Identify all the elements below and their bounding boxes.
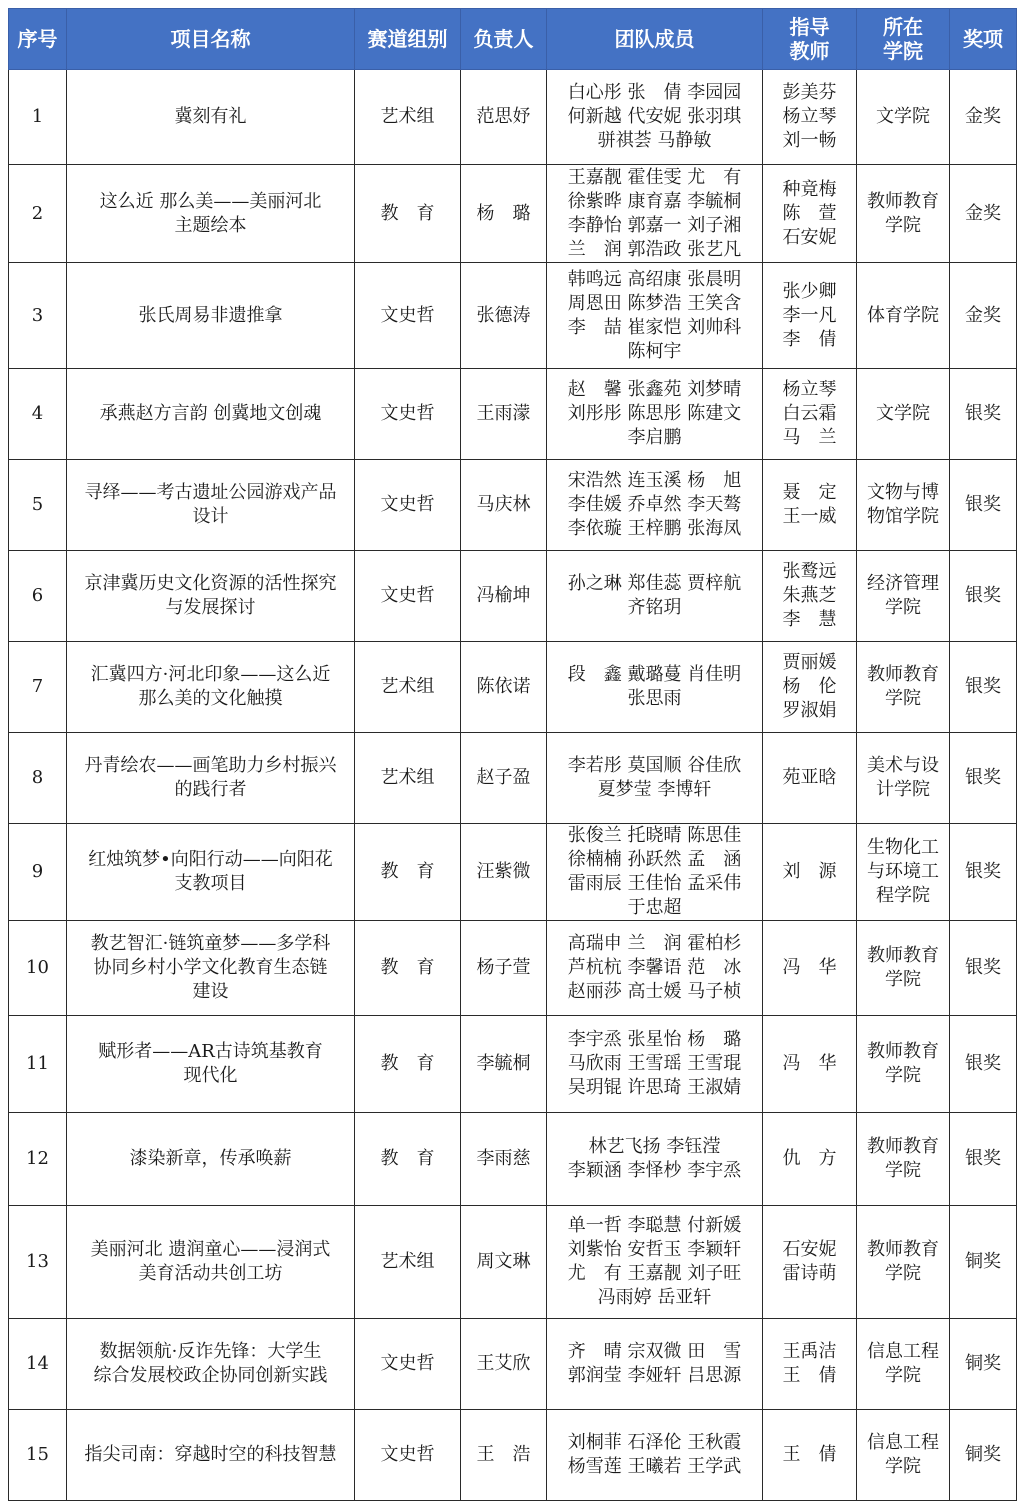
award: 银奖 [950, 1016, 1017, 1113]
advisor-teacher-line: 王禹洁 [782, 1341, 837, 1362]
row-number: 4 [9, 369, 67, 460]
award: 银奖 [950, 733, 1017, 824]
team-members-line: 张思雨 [627, 688, 682, 709]
project-name [67, 824, 355, 921]
team-members-line: 郭润莹 李娅轩 吕思源 [567, 1365, 742, 1386]
table-row [9, 1206, 1017, 1319]
table-row [9, 369, 1017, 460]
college-line: 文学院 [876, 106, 930, 127]
college-line: 与环境工 [867, 861, 939, 882]
team-leader: 王雨濛 [461, 369, 547, 460]
team-members [547, 733, 763, 824]
team-members-line: 齐 晴 宗双微 田 雪 [567, 1341, 742, 1362]
advisor-teacher-line: 罗淑娟 [782, 700, 837, 721]
row-number: 12 [9, 1113, 67, 1206]
project-name [67, 70, 355, 165]
header-college-line: 所在 [883, 15, 923, 39]
award: 银奖 [950, 921, 1017, 1016]
team-members-line: 尤 有 王嘉靓 刘子旺 [567, 1263, 742, 1284]
college-line: 教师教育 [867, 1041, 939, 1062]
advisor-teacher-line: 马 兰 [782, 427, 837, 448]
row-number: 8 [9, 733, 67, 824]
header-award: 奖项 [950, 9, 1017, 70]
team-members [547, 369, 763, 460]
project-name [67, 1410, 355, 1501]
college [857, 70, 950, 165]
college-line: 物馆学院 [867, 506, 939, 527]
advisor-teacher [763, 733, 857, 824]
team-members-line: 李启鹏 [627, 427, 682, 448]
project-name [67, 369, 355, 460]
header-members: 团队成员 [547, 9, 763, 70]
row-number: 11 [9, 1016, 67, 1113]
award: 铜奖 [950, 1410, 1017, 1501]
track-group: 教 育 [355, 824, 461, 921]
table-header [9, 9, 1017, 70]
team-members-line: 马欣雨 王雪瑶 王雪琨 [567, 1053, 742, 1074]
header-row [9, 9, 1017, 70]
track-group: 文史哲 [355, 369, 461, 460]
college-line: 文物与博 [867, 482, 939, 503]
team-members-line: 吴玥锟 许思琦 王淑婧 [567, 1077, 742, 1098]
team-leader: 陈依诺 [461, 642, 547, 733]
college-line: 教师教育 [867, 190, 939, 212]
project-name-line: 设计 [192, 506, 229, 527]
team-members-line: 杨雪莲 王曦若 王学武 [567, 1456, 742, 1477]
team-members [547, 1410, 763, 1501]
team-members-line: 刘彤彤 陈思彤 陈建文 [567, 403, 742, 424]
project-name-line: 美育活动共创工坊 [138, 1263, 283, 1284]
team-members-line: 夏梦莹 李博轩 [597, 779, 712, 800]
table-row [9, 165, 1017, 263]
college-line: 学院 [885, 1160, 921, 1181]
team-members-line: 李若彤 莫国顺 谷佳欣 [567, 755, 742, 776]
advisor-teacher [763, 1016, 857, 1113]
row-number: 3 [9, 263, 67, 369]
track-group: 教 育 [355, 1016, 461, 1113]
project-name-line: 建设 [192, 981, 229, 1002]
advisor-teacher [763, 1206, 857, 1319]
track-group: 文史哲 [355, 263, 461, 369]
college [857, 369, 950, 460]
table-row [9, 921, 1017, 1016]
track-group: 艺术组 [355, 642, 461, 733]
team-leader: 杨子萱 [461, 921, 547, 1016]
project-name-line: 丹青绘农——画笔助力乡村振兴 [84, 755, 337, 776]
college [857, 460, 950, 551]
advisor-teacher-line: 王一威 [782, 506, 837, 527]
award: 银奖 [950, 1113, 1017, 1206]
project-name-line: 数据领航·反诈先锋：大学生 [99, 1341, 322, 1362]
team-members [547, 1016, 763, 1113]
team-leader: 张德涛 [461, 263, 547, 369]
team-leader: 汪紫微 [461, 824, 547, 921]
project-name-line: 主题绘本 [174, 214, 247, 236]
team-members-line: 芦杭杭 李馨语 范 冰 [567, 957, 742, 978]
team-members-line: 孙之琳 郑佳蕊 贾梓航 [567, 573, 742, 594]
team-members-line: 林艺飞扬 李钰滢 [588, 1136, 721, 1157]
advisor-teacher-line: 雷诗萌 [782, 1263, 837, 1284]
team-members-line: 徐紫晔 康育嘉 李毓桐 [567, 190, 742, 212]
row-number: 5 [9, 460, 67, 551]
college [857, 551, 950, 642]
track-group: 教 育 [355, 1113, 461, 1206]
project-name [67, 460, 355, 551]
project-name-line: 支教项目 [174, 873, 247, 894]
college-line: 信息工程 [867, 1341, 939, 1362]
project-name [67, 1016, 355, 1113]
team-members-line: 单一哲 李聪慧 付新媛 [567, 1215, 742, 1236]
team-members [547, 460, 763, 551]
team-members-line: 周恩田 陈梦浩 王笑含 [567, 292, 742, 314]
team-leader: 马庆林 [461, 460, 547, 551]
college-line: 学院 [885, 688, 921, 709]
advisor-teacher-line: 贾丽媛 [782, 652, 837, 673]
team-members-line: 李宇烝 张星怡 杨 璐 [567, 1029, 742, 1050]
advisor-teacher-line: 李 慧 [782, 609, 837, 630]
team-members [547, 1319, 763, 1410]
award: 铜奖 [950, 1206, 1017, 1319]
team-leader: 范思妤 [461, 70, 547, 165]
advisor-teacher-line: 种竟梅 [782, 178, 837, 200]
advisor-teacher-line: 朱燕芝 [782, 585, 837, 606]
college-line: 教师教育 [867, 664, 939, 685]
college-line: 学院 [885, 1456, 921, 1477]
row-number: 2 [9, 165, 67, 263]
header-track: 赛道组别 [355, 9, 461, 70]
team-members-line: 兰 润 郭浩政 张艺凡 [567, 238, 742, 260]
awards-table [8, 8, 1017, 1501]
advisor-teacher-line: 杨 伦 [782, 676, 837, 697]
project-name-line: 教艺智汇·链筑童梦——多学科 [90, 933, 331, 954]
table-row [9, 263, 1017, 369]
award: 金奖 [950, 70, 1017, 165]
header-college-line: 学院 [883, 39, 923, 63]
college [857, 921, 950, 1016]
advisor-teacher [763, 551, 857, 642]
header-college [857, 9, 950, 70]
project-name-line: 的践行者 [174, 779, 247, 800]
award: 银奖 [950, 642, 1017, 733]
header-project: 项目名称 [67, 9, 355, 70]
college-line: 美术与设 [867, 755, 939, 776]
team-members-line: 张俊兰 托晓晴 陈思佳 [567, 825, 742, 846]
college [857, 1016, 950, 1113]
advisor-teacher-line: 刘一畅 [782, 130, 837, 151]
row-number: 15 [9, 1410, 67, 1501]
college-line: 信息工程 [867, 1432, 939, 1453]
team-members [547, 263, 763, 369]
project-name [67, 1206, 355, 1319]
team-leader: 赵子盈 [461, 733, 547, 824]
college [857, 1319, 950, 1410]
award: 金奖 [950, 165, 1017, 263]
team-members-line: 齐铭玥 [627, 597, 682, 618]
project-name-line: 赋形者——AR古诗筑基教育 [98, 1041, 323, 1062]
header-no: 序号 [9, 9, 67, 70]
college-line: 程学院 [876, 885, 930, 906]
team-members-line: 赵 馨 张鑫苑 刘梦晴 [567, 379, 742, 400]
team-members-line: 宋浩然 连玉溪 杨 旭 [567, 470, 742, 491]
project-name-line: 汇冀四方·河北印象——这么近 [90, 664, 331, 685]
project-name-line: 承燕赵方言韵 创冀地文创魂 [99, 403, 322, 424]
project-name-line: 与发展探讨 [165, 597, 256, 618]
advisor-teacher-line: 陈 萱 [782, 202, 837, 224]
row-number: 13 [9, 1206, 67, 1319]
team-members [547, 921, 763, 1016]
team-members-line: 何新越 代安妮 张羽琪 [567, 106, 742, 127]
project-name-line: 协同乡村小学文化教育生态链 [93, 957, 328, 978]
advisor-teacher [763, 921, 857, 1016]
table-row [9, 824, 1017, 921]
project-name-line: 京津冀历史文化资源的活性探究 [84, 573, 337, 594]
table-row [9, 642, 1017, 733]
advisor-teacher-line: 李 倩 [782, 328, 837, 350]
team-members-line: 赵丽莎 高士媛 马子桢 [567, 981, 742, 1002]
table-row [9, 1016, 1017, 1113]
table-row [9, 1113, 1017, 1206]
team-members [547, 1206, 763, 1319]
college-line: 学院 [885, 969, 921, 990]
team-members-line: 陈柯宇 [627, 340, 682, 362]
advisor-teacher-line: 张少卿 [782, 280, 837, 302]
team-leader: 王艾欣 [461, 1319, 547, 1410]
advisor-teacher-line: 杨立琴 [782, 106, 837, 127]
college [857, 1113, 950, 1206]
table-row [9, 551, 1017, 642]
track-group: 文史哲 [355, 551, 461, 642]
table-row [9, 1319, 1017, 1410]
advisor-teacher-line: 苑亚晗 [782, 767, 837, 788]
team-leader: 杨 璐 [461, 165, 547, 263]
college [857, 263, 950, 369]
track-group: 教 育 [355, 165, 461, 263]
project-name-line: 那么美的文化触摸 [138, 688, 283, 709]
advisor-teacher [763, 824, 857, 921]
track-group: 文史哲 [355, 1319, 461, 1410]
project-name [67, 165, 355, 263]
track-group: 教 育 [355, 921, 461, 1016]
college-line: 计学院 [876, 779, 930, 800]
project-name-line: 指尖司南：穿越时空的科技智慧 [84, 1444, 337, 1465]
track-group: 艺术组 [355, 733, 461, 824]
award: 铜奖 [950, 1319, 1017, 1410]
team-leader: 李毓桐 [461, 1016, 547, 1113]
team-members-line: 李 喆 崔家恺 刘帅科 [567, 316, 742, 338]
project-name-line: 冀刻有礼 [174, 106, 247, 127]
team-members-line: 徐楠楠 孙跃然 孟 涵 [567, 849, 742, 870]
header-advisor-line: 指导 [789, 15, 830, 39]
advisor-teacher-line: 杨立琴 [782, 379, 837, 400]
college-line: 学院 [885, 597, 921, 618]
college-line: 教师教育 [867, 945, 939, 966]
team-members [547, 551, 763, 642]
team-members-line: 李依璇 王梓鹏 张海凤 [567, 518, 742, 539]
project-name [67, 642, 355, 733]
college-line: 教师教育 [867, 1136, 939, 1157]
team-members-line: 雷雨辰 王佳怡 孟采伟 [567, 873, 742, 894]
college [857, 733, 950, 824]
advisor-teacher-line: 王 倩 [782, 1444, 837, 1465]
team-members-line: 王嘉靓 霍佳雯 尤 有 [567, 166, 742, 188]
advisor-teacher-line: 石安妮 [782, 226, 837, 248]
team-members-line: 李佳媛 乔卓然 李天骜 [567, 494, 742, 515]
college [857, 1410, 950, 1501]
advisor-teacher [763, 1319, 857, 1410]
team-leader: 周文琳 [461, 1206, 547, 1319]
team-members-line: 李颖涵 李怿杪 李宇烝 [567, 1160, 742, 1181]
college [857, 642, 950, 733]
college-line: 学院 [885, 214, 921, 236]
team-leader: 冯榆坤 [461, 551, 547, 642]
college-line: 文学院 [876, 403, 930, 424]
track-group: 文史哲 [355, 1410, 461, 1501]
team-members-line: 白心彤 张 倩 李园园 [567, 82, 742, 103]
advisor-teacher [763, 263, 857, 369]
team-members-line: 刘桐菲 石泽伦 王秋霞 [567, 1432, 742, 1453]
college-line: 生物化工 [867, 837, 939, 858]
advisor-teacher-line: 张鹜远 [782, 561, 837, 582]
award: 金奖 [950, 263, 1017, 369]
award: 银奖 [950, 460, 1017, 551]
row-number: 9 [9, 824, 67, 921]
row-number: 1 [9, 70, 67, 165]
team-members-line: 李静怡 郭嘉一 刘子湘 [567, 214, 742, 236]
advisor-teacher [763, 369, 857, 460]
project-name-line: 这么近 那么美——美丽河北 [99, 190, 322, 212]
header-advisor-line: 教师 [789, 39, 830, 63]
team-members-line: 骈祺荟 马静敏 [597, 130, 712, 151]
advisor-teacher-line: 王 倩 [782, 1365, 837, 1386]
advisor-teacher [763, 460, 857, 551]
team-members-line: 段 鑫 戴璐蔓 肖佳明 [567, 664, 742, 685]
project-name-line: 张氏周易非遗推拿 [138, 304, 283, 326]
header-advisor [763, 9, 857, 70]
project-name [67, 1113, 355, 1206]
advisor-teacher-line: 彭美芬 [782, 82, 837, 103]
advisor-teacher-line: 仇 方 [782, 1148, 837, 1169]
team-members [547, 70, 763, 165]
advisor-teacher-line: 冯 华 [782, 957, 837, 978]
project-name-line: 美丽河北 遗润童心——浸润式 [90, 1239, 331, 1260]
table-body [9, 70, 1017, 1501]
track-group: 艺术组 [355, 1206, 461, 1319]
team-members-line: 于忠超 [627, 897, 682, 918]
track-group: 艺术组 [355, 70, 461, 165]
college [857, 1206, 950, 1319]
project-name [67, 733, 355, 824]
table-row [9, 460, 1017, 551]
project-name-line: 综合发展校政企协同创新实践 [93, 1365, 328, 1386]
advisor-teacher-line: 刘 源 [782, 861, 837, 882]
team-members [547, 642, 763, 733]
advisor-teacher-line: 白云霜 [782, 403, 837, 424]
team-leader: 王 浩 [461, 1410, 547, 1501]
project-name [67, 551, 355, 642]
award: 银奖 [950, 824, 1017, 921]
advisor-teacher [763, 1410, 857, 1501]
college-line: 经济管理 [867, 573, 939, 594]
award: 银奖 [950, 551, 1017, 642]
advisor-teacher [763, 70, 857, 165]
team-leader: 李雨慈 [461, 1113, 547, 1206]
row-number: 6 [9, 551, 67, 642]
college-line: 学院 [885, 1065, 921, 1086]
table-row [9, 70, 1017, 165]
college-line: 体育学院 [867, 304, 939, 326]
project-name [67, 921, 355, 1016]
advisor-teacher [763, 165, 857, 263]
college-line: 学院 [885, 1263, 921, 1284]
college [857, 824, 950, 921]
college-line: 学院 [885, 1365, 921, 1386]
row-number: 10 [9, 921, 67, 1016]
team-members-line: 韩鸣远 高绍康 张晨明 [567, 268, 742, 290]
row-number: 14 [9, 1319, 67, 1410]
team-members-line: 刘紫怡 安哲玉 李颖轩 [567, 1239, 742, 1260]
college [857, 165, 950, 263]
project-name [67, 263, 355, 369]
track-group: 文史哲 [355, 460, 461, 551]
project-name-line: 寻绎——考古遗址公园游戏产品 [84, 482, 337, 503]
project-name [67, 1319, 355, 1410]
advisor-teacher [763, 1113, 857, 1206]
advisor-teacher [763, 642, 857, 733]
table-row [9, 1410, 1017, 1501]
advisor-teacher-line: 冯 华 [782, 1053, 837, 1074]
team-members [547, 1113, 763, 1206]
advisor-teacher-line: 聂 定 [782, 482, 837, 503]
project-name-line: 红烛筑梦•向阳行动——向阳花 [88, 849, 333, 870]
team-members-line: 高瑞申 兰 润 霍柏杉 [567, 933, 742, 954]
college-line: 教师教育 [867, 1239, 939, 1260]
team-members [547, 165, 763, 263]
table-row [9, 733, 1017, 824]
advisor-teacher-line: 石安妮 [782, 1239, 837, 1260]
advisor-teacher-line: 李一凡 [782, 304, 837, 326]
team-members [547, 824, 763, 921]
row-number: 7 [9, 642, 67, 733]
project-name-line: 漆染新章，传承唤薪 [129, 1148, 292, 1169]
project-name-line: 现代化 [183, 1065, 238, 1086]
team-members-line: 冯雨婷 岳亚轩 [597, 1287, 712, 1308]
award: 银奖 [950, 369, 1017, 460]
header-leader: 负责人 [461, 9, 547, 70]
